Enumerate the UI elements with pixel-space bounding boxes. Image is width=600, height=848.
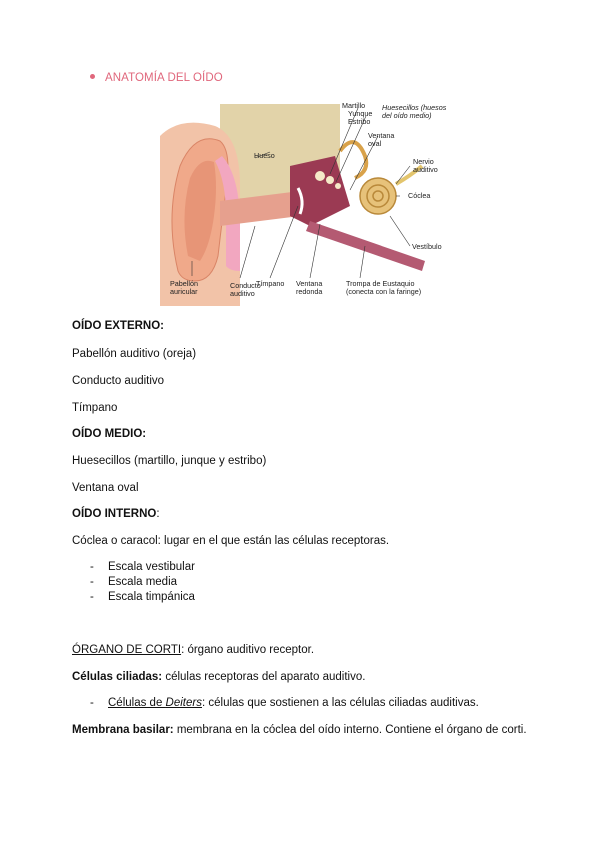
- label-estribo: Estribo: [348, 117, 371, 126]
- label-ventana-redonda-1: Ventana: [296, 279, 323, 288]
- list-item-label: Escala vestibular: [108, 561, 195, 573]
- interno-heading-colon: :: [156, 508, 160, 520]
- section-title: [90, 72, 223, 84]
- ciliadas-definition: células receptoras del aparato auditivo.: [162, 671, 366, 683]
- basilar-line: [72, 724, 527, 736]
- deiters-definition: : células que sostienen a las células ciliadas auditivas.: [201, 697, 479, 709]
- label-huesecillos-sub: del oído medio): [382, 111, 432, 120]
- heading-oido-interno: [72, 508, 160, 520]
- corti-term: ÓRGANO DE CORTI: [72, 644, 182, 656]
- label-yunque: Yunque: [348, 109, 373, 118]
- ossicle-stapes: [335, 183, 341, 189]
- basilar-definition: membrana en la cóclea del oído interno. Contiene el órgano de corti.: [173, 724, 527, 736]
- coclea-text: Cóclea o caracol: lugar en el que están las células receptoras.: [72, 535, 390, 547]
- corti-line: [72, 644, 314, 656]
- label-ventana-oval-2: oval: [368, 139, 382, 148]
- label-conducto-1: Conducto: [230, 281, 261, 290]
- label-trompa-1: Trompa de Eustaquio: [346, 279, 415, 288]
- label-nervio-2: auditivo: [413, 165, 438, 174]
- list-item: - Escala vestibular: [90, 561, 195, 573]
- externo-item: Pabellón auditivo (oreja): [72, 348, 197, 360]
- label-timpano: Tímpano: [256, 279, 285, 288]
- label-nervio-1: Nervio: [413, 157, 434, 166]
- deiters-line: - Células de Deiters: células que sostienen a las células ciliadas auditivas.: [90, 697, 479, 709]
- title-text: ANATOMÍA DEL OÍDO: [105, 72, 223, 84]
- ossicle-incus: [326, 176, 334, 184]
- label-pabellon-1: Pabellón: [170, 279, 198, 288]
- heading-oido-medio: OÍDO MEDIO:: [72, 428, 147, 440]
- list-item-label: Escala timpánica: [108, 591, 195, 603]
- medio-item: Huesecillos (martillo, junque y estribo): [72, 455, 267, 467]
- deiters-term: [108, 697, 202, 709]
- label-conducto-2: auditivo: [230, 289, 255, 298]
- externo-item: Conducto auditivo: [72, 375, 165, 387]
- ciliadas-term: Células ciliadas:: [72, 671, 163, 683]
- medio-item: Ventana oval: [72, 482, 139, 494]
- label-pabellon-2: auricular: [170, 287, 198, 296]
- basilar-term: Membrana basilar:: [72, 724, 174, 736]
- label-trompa-2: (conecta con la faringe): [346, 287, 422, 296]
- label-martillo: Martillo: [342, 101, 366, 110]
- label-hueso: Hueso: [254, 151, 275, 160]
- heading-oido-externo: OÍDO EXTERNO:: [72, 320, 165, 332]
- ciliadas-line: [72, 671, 365, 683]
- label-ventana-oval-1: Ventana: [368, 131, 395, 140]
- list-item: - Escala media: [90, 576, 178, 588]
- interno-heading-text: OÍDO INTERNO: [72, 508, 157, 520]
- deiters-term-b: Deiters: [165, 697, 202, 709]
- label-huesecillos: Huesecillos (huesos: [382, 103, 447, 112]
- cochlea-shape: [360, 178, 396, 214]
- ear-anatomy-figure: [160, 96, 450, 306]
- externo-item: Tímpano: [72, 402, 118, 414]
- semicircular-canal: [340, 142, 366, 178]
- ossicle-malleus: [315, 171, 325, 181]
- list-item-label: Escala media: [108, 576, 178, 588]
- list-item: - Escala timpánica: [90, 591, 195, 603]
- label-coclea: Cóclea: [408, 191, 431, 200]
- bullet-icon: [90, 74, 95, 79]
- deiters-term-a: Células de: [108, 697, 166, 709]
- label-ventana-redonda-2: redonda: [296, 287, 323, 296]
- label-vestibulo: Vestíbulo: [412, 242, 442, 251]
- eustachian-tube-shape: [306, 221, 425, 271]
- corti-definition: : órgano auditivo receptor.: [181, 644, 315, 656]
